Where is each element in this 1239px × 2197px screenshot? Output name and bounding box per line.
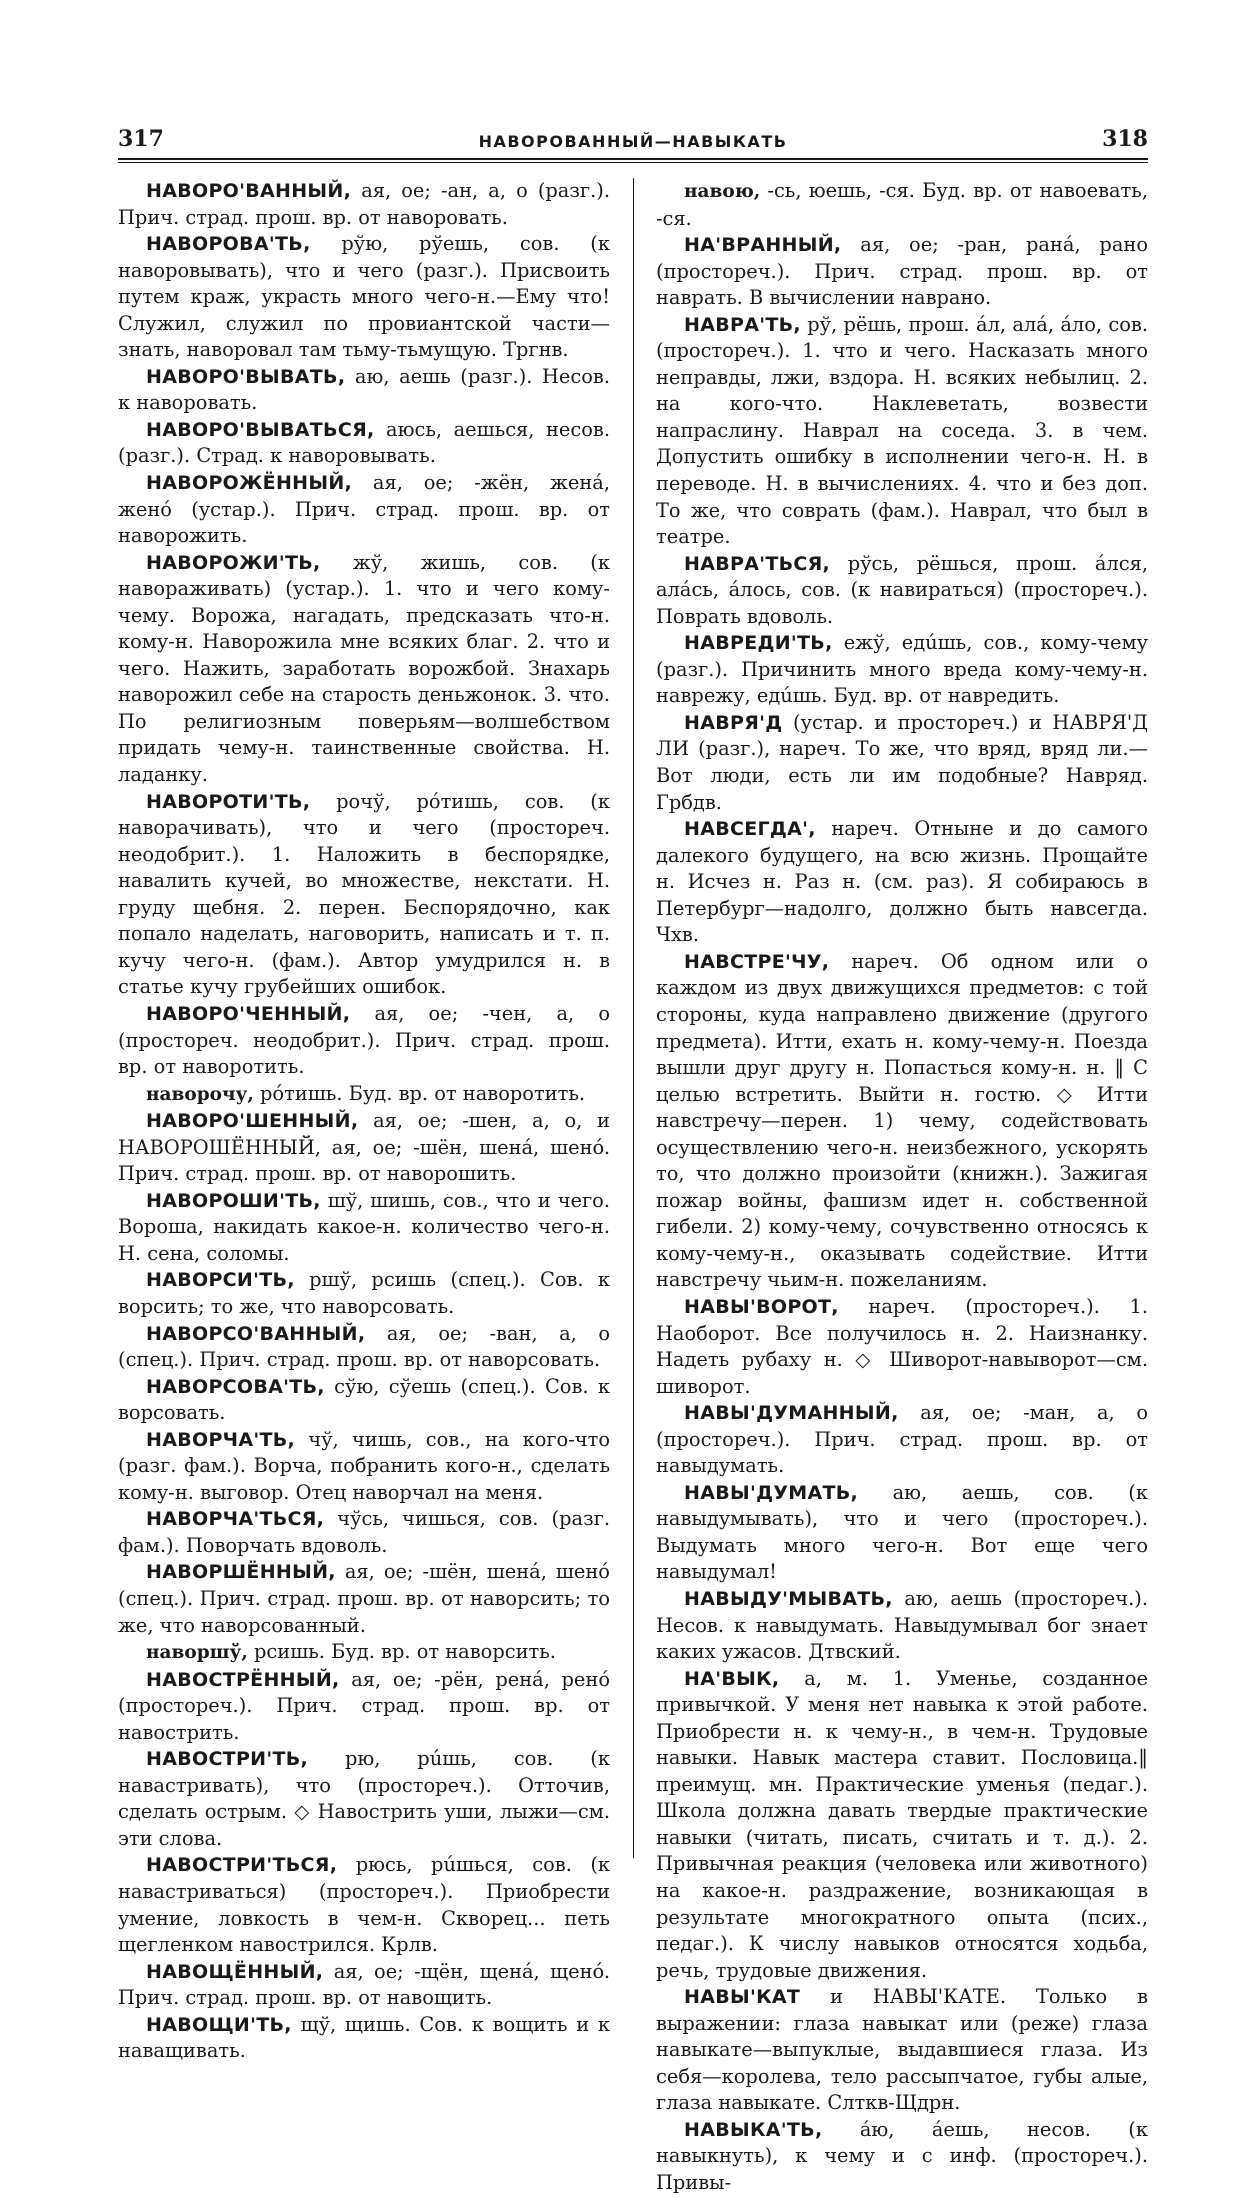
entry-headword: НАВОЩИ'ТЬ,: [146, 2013, 292, 2036]
entry-definition: аю, аешь (простореч.). Несов. к навыдумать. Навыдумывал бог знает каких ужасов. Дтвский.: [656, 1586, 1148, 1664]
entry-definition: нареч. (простореч.). 1. Наоборот. Все получилось н. 2. Наизнанку. Надеть рубаху н. ◇ Шиворот-навыворот—см. шиворот.: [656, 1294, 1148, 1398]
page-number-left: 317: [118, 126, 164, 152]
entry-definition: ршў, рсишь (спец.). Сов. к ворсить; то же, что наворсовать.: [118, 1268, 610, 1318]
entry-headword: НАВЫДУ'МЫВАТЬ,: [684, 1587, 893, 1610]
left-column: [118, 178, 610, 2065]
entry-headword: НАВОРОТИ'ТЬ,: [146, 790, 311, 813]
dictionary-entry: [118, 417, 610, 470]
entry-headword: НАВОРСОВА'ТЬ,: [146, 1375, 325, 1398]
entry-definition: (устар. и простореч.) и НАВРЯ'Д ЛИ (разг.), нареч. То же, что вряд, вряд ли.— Вот люди, есть ли им подобные? Навряд. Грбдв.: [656, 710, 1148, 814]
dictionary-entry: [118, 1108, 610, 1188]
entry-headword: НАВОРО'ШЕННЫЙ,: [146, 1110, 359, 1133]
entry-headword: НАВЫКА'ТЬ,: [684, 2118, 823, 2141]
entry-headword: НАВОРО'ВАННЫЙ,: [146, 180, 352, 202]
dictionary-entry: [656, 1480, 1148, 1586]
entry-headword: НАВОРЧА'ТЬСЯ,: [146, 1508, 325, 1531]
entry-definition: ая, ое; -щён, щенá, щенó. Прич. страд. прош. вр. от навощить.: [118, 1959, 611, 2010]
entry-definition: нареч. Отныне и до самого далекого будущего, на всю жизнь. Прощайте н. Исчез н. Раз н. (см. раз). Я собираюсь в Петербург—надолго, должно быть навсегда. Чхв.: [656, 817, 1148, 947]
dictionary-entry: [118, 1639, 610, 1667]
entry-headword: НАВРА'ТЬ,: [684, 313, 801, 336]
entry-headword: НАВСТРЕ'ЧУ,: [684, 950, 830, 973]
entry-definition: рўю, рўешь, сов. (к наворовывать), что и чего (разг.). Присвоить путем краж, украсть много чего-н.—Ему что! Служил, служил по провиантской части— знать, наворовал там тьму-тьмущую. Тргнв.: [118, 232, 610, 362]
entry-headword: НА'ВЫК,: [684, 1667, 780, 1690]
entry-headword: НАВРА'ТЬСЯ,: [684, 552, 831, 575]
entry-definition: ая, ое; -ван, а, о (спец.). Прич. страд. прош. вр. от наворсовать.: [118, 1321, 610, 1372]
dictionary-entry: [656, 1984, 1148, 2117]
entry-definition: ая, ое; -шён, шенá, шенó (спец.). Прич. страд. прош. вр. от наворсить; то же, что наворсованный.: [118, 1560, 610, 1637]
dictionary-entry: [118, 470, 610, 550]
entry-definition: ая, ое; -жён, женá, женó (устар.). Прич. страд. прош. вр. от наворожить.: [118, 471, 610, 548]
entry-definition: ая, ое; -рён, ренá, ренó (простореч.). Прич. страд. прош. вр. от навострить.: [118, 1667, 610, 1744]
entry-headword: НАВОРОШИ'ТЬ,: [146, 1189, 321, 1212]
entry-definition: сўю, сўешь (спец.). Сов. к ворсовать.: [118, 1374, 610, 1425]
entry-headword: НАВОРШЁННЫЙ,: [146, 1561, 336, 1584]
entry-headword: навою,: [684, 181, 761, 202]
dictionary-entry: [118, 364, 610, 417]
dictionary-entry: [118, 1746, 610, 1852]
entry-headword: НА'ВРАННЫЙ,: [684, 234, 842, 257]
entry-definition: рюсь, рúшься, сов. (к навастриваться) (простореч.). Приобрести умение, ловкость в чем-н. Скворец... петь щегленком навострился. Крлв.: [118, 1853, 610, 1957]
dictionary-entry: [118, 1188, 610, 1268]
entry-definition: ежў, едúшь, сов., кому-чему (разг.). Причинить много вреда кому-чему-н. наврежу, едúшь. Буд. вр. от навредить.: [656, 631, 1148, 708]
right-column: [656, 178, 1148, 2197]
entry-definition: щў, щишь. Сов. к вощить и к наващивать.: [118, 2012, 610, 2063]
page-header: [118, 126, 1148, 156]
entry-headword: НАВОРОЖИ'ТЬ,: [146, 551, 321, 574]
entry-definition: чўсь, чишься, сов. (разг. фам.). Поворчать вдоволь.: [118, 1507, 610, 1557]
entry-definition: и НАВЫ'КАТЕ. Только в выражении: глаза навыкат или (реже) глаза навыкате—выпуклые, выдавшиеся глаза. Из себя—королева, тело рассыпчатое, губы алые, глаза навыкате. Слткв-Щдрн.: [656, 1985, 1148, 2115]
dictionary-entry: [118, 1321, 610, 1374]
entry-definition: ая, ое; -ран, ранá, рано (простореч.). Прич. страд. прош. вр. от наврать. В вычислении наврано.: [656, 233, 1148, 310]
header-rule-thin: [118, 162, 1148, 163]
entry-definition: рю, рúшь, сов. (к навастривать), что (простореч.). Отточив, сделать острым. ◇ Навострить уши, лыжи—см. эти слова.: [118, 1747, 610, 1850]
dictionary-entry: [656, 1666, 1148, 1985]
entry-headword: НАВОЩЁННЫЙ,: [146, 1960, 324, 1983]
entry-headword: НАВОРОВА'ТЬ,: [146, 233, 311, 256]
entry-definition: ая, ое; -чен, а, о (простореч. неодобрит.). Прич. страд. прош. вр. от наворотить.: [118, 1001, 610, 1079]
header-rule: [118, 158, 1148, 160]
dictionary-entry: [118, 1267, 610, 1320]
dictionary-entry: [656, 949, 1148, 1294]
entry-definition: аю, аешь (разг.). Несов. к наворовать.: [118, 364, 610, 415]
entry-headword: НАВОРЧА'ТЬ,: [146, 1428, 296, 1451]
entry-definition: áю, áешь, несов. (к навыкнуть), к чему и с инф. (простореч.). Привы-: [656, 2117, 1148, 2195]
entry-definition: ая, ое; -шен, а, о, и НАВОРОШЁННЫЙ, ая, ое; -шён, шенá, шенó. Прич. страд. прош. вр. от наворошить.: [118, 1109, 610, 1186]
entry-headword: НАВЫ'ВОРОТ,: [684, 1295, 839, 1318]
entry-headword: НАВРЯ'Д: [684, 711, 783, 734]
dictionary-entry: [656, 1586, 1148, 1666]
entry-headword: НАВОСТРИ'ТЬ,: [146, 1748, 309, 1771]
dictionary-entry: [656, 551, 1148, 631]
entry-headword: НАВОРО'ВЫВАТЬ,: [146, 365, 346, 388]
entry-headword: НАВЫ'ДУМАННЫЙ,: [684, 1402, 899, 1425]
dictionary-entry: [118, 1559, 610, 1639]
entry-definition: ая, ое; -ман, а, о (простореч.). Прич. страд. прош. вр. от навыдумать.: [656, 1401, 1148, 1478]
page-number-right: 318: [1102, 126, 1148, 152]
dictionary-entry: [118, 231, 610, 364]
entry-headword: НАВОСТРЁННЫЙ,: [146, 1668, 340, 1691]
running-head: НАВОРОВАННЫЙ—НАВЫКАТЬ: [478, 132, 788, 151]
entry-definition: рочў, рóтишь, сов. (к наворачивать), что и чего (простореч. неодобрит.). 1. Наложить в беспорядке, навалить кучей, во множестве, некстати. Н. груду щебня. 2. перен. Беспорядочно, как попало наделать, наговорить, написать и т. п. кучу чего-н. (фам.). Автор умудрился н. в статье кучу грубейших ошибок.: [118, 789, 610, 999]
entry-headword: НАВОРСИ'ТЬ,: [146, 1269, 295, 1292]
entry-headword: НАВОРСО'ВАННЫЙ,: [146, 1322, 366, 1345]
dictionary-entry: [118, 1081, 610, 1109]
entry-headword: НАВОРОЖЁННЫЙ,: [146, 472, 353, 495]
entry-definition: рóтишь. Буд. вр. от наворотить.: [260, 1081, 586, 1105]
entry-definition: рўсь, рёшься, прош. áлся, алáсь, áлось, сов. (к навираться) (простореч.). Поврать вдоволь.: [656, 551, 1148, 628]
entry-definition: нареч. Об одном или о каждом из двух движущихся предметов: с той стороны, куда направлено движение (другого предмета). Итти, ехать н. кому-чему-н. Поезда вышли друг другу н. Попасться кому-н. н. ‖ С целью встретить. Выйти н. гостю. ◇ Итти навстречу—перен. 1) чему, содействовать осуществлению чего-н. неизбежного, ускорять то, что должно произойти (книжн.). Зажигая пожар войны, фашизм идет н. собственной гибели. 2) кому-чему, сочувственно относясь к кому-чему-н., оказывать содействие. Итти навстречу чьим-н. пожеланиям.: [656, 949, 1148, 1292]
entry-headword: НАВОРО'ЧЕННЫЙ,: [146, 1002, 351, 1025]
entry-definition: чў, чишь, сов., на кого-что (разг. фам.). Ворча, побранить кого-н., сделать кому-н. выговор. Отец наворчал на меня.: [118, 1427, 611, 1504]
text-columns: [118, 178, 1148, 2195]
dictionary-entry: [656, 2117, 1148, 2197]
entry-headword: НАВОСТРИ'ТЬСЯ,: [146, 1854, 338, 1877]
dictionary-entry: [656, 1400, 1148, 1480]
dictionary-entry: [656, 1294, 1148, 1400]
dictionary-entry: [656, 816, 1148, 949]
dictionary-entry: [118, 1427, 610, 1507]
dictionary-entry: [118, 1374, 610, 1427]
dictionary-entry: [656, 312, 1148, 551]
entry-headword: НАВЫ'ДУМАТЬ,: [684, 1481, 859, 1504]
entry-headword: наворшў,: [146, 1642, 248, 1664]
dictionary-entry: [656, 710, 1148, 816]
dictionary-entry: [118, 1852, 610, 1958]
dictionary-entry: [118, 178, 610, 231]
column-divider: [633, 178, 634, 1858]
dictionary-entry: [656, 232, 1148, 312]
dictionary-entry: [118, 1667, 610, 1747]
entry-definition: а, м. 1. Уменье, созданное привычкой. У меня нет навыка к этой работе. Приобрести н. к чему-н., в чем-н. Трудовые навыки. Навык мастера ставит. Пословица.‖ преимущ. мн. Практические уменья (педаг.). Школа должна давать твердые практические навыки (читать, писать, считать и т. д.). 2. Привычная реакция (человека или животного) на какое-н. раздражение, возникающая в результате многократного опыта (псих., педаг.). К числу навыков относятся ходьба, речь, трудовые движения.: [656, 1666, 1148, 1982]
entry-definition: ая, ое; -ан, а, о (разг.). Прич. страд. прош. вр. от наворовать.: [118, 179, 610, 229]
dictionary-entry: [118, 1959, 610, 2012]
entry-definition: аю, аешь, сов. (к навыдумывать), что и чего (простореч.). Выдумать много чего-н. Вот еще чего навыдумал!: [656, 1480, 1148, 1584]
dictionary-entry: [118, 550, 610, 789]
entry-headword: НАВЫ'КАТ: [684, 1986, 801, 2009]
entry-definition: аюсь, аешься, несов. (разг.). Страд. к наворовывать.: [118, 417, 610, 468]
entry-headword: НАВОРО'ВЫВАТЬСЯ,: [146, 418, 375, 441]
entry-headword: НАВСЕГДА',: [684, 818, 816, 841]
entry-definition: рў, рёшь, прош. áл, алá, áло, сов. (простореч.). 1. что и чего. Насказать много неправды, лжи, вздора. Н. всяких небылиц. 2. на кого-что. Наклеветать, возвести напраслину. Наврал на соседа. 3. в чем. Допустить ошибку в исполнении чего-н. Н. в переводе. Н. в вычислениях. 4. что и без доп. То же, что соврать (фам.). Наврал, что был в театре.: [656, 312, 1148, 549]
dictionary-page: [118, 126, 1148, 2195]
dictionary-entry: [656, 630, 1148, 710]
entry-definition: жў, жишь, сов. (к навораживать) (устар.). 1. что и чего кому-чему. Ворожа, нагадать, предсказать что-н. кому-н. Наворожила мне всяких благ. 2. что и чего. Нажить, заработать ворожбой. Знахарь наворожил себе на старость деньжонок. 3. что. По религиозным поверьям—волшебством придать чему-н. таинственные свойства. Н. ладанку.: [118, 550, 610, 787]
dictionary-entry: [118, 1001, 610, 1081]
dictionary-entry: [118, 789, 610, 1001]
entry-definition: -сь, юешь, -ся. Буд. вр. от навоевать, -ся.: [656, 179, 1148, 230]
dictionary-entry: [118, 2012, 610, 2065]
entry-definition: шў, шишь, сов., что и чего. Вороша, накидать какое-н. количество чего-н. Н. сена, соломы.: [118, 1188, 610, 1265]
dictionary-entry: [118, 1506, 610, 1559]
entry-headword: НАВРЕДИ'ТЬ,: [684, 632, 833, 655]
entry-headword: наворочу,: [146, 1083, 254, 1105]
dictionary-entry: [656, 178, 1148, 232]
entry-definition: рсишь. Буд. вр. от наворсить.: [254, 1640, 556, 1664]
